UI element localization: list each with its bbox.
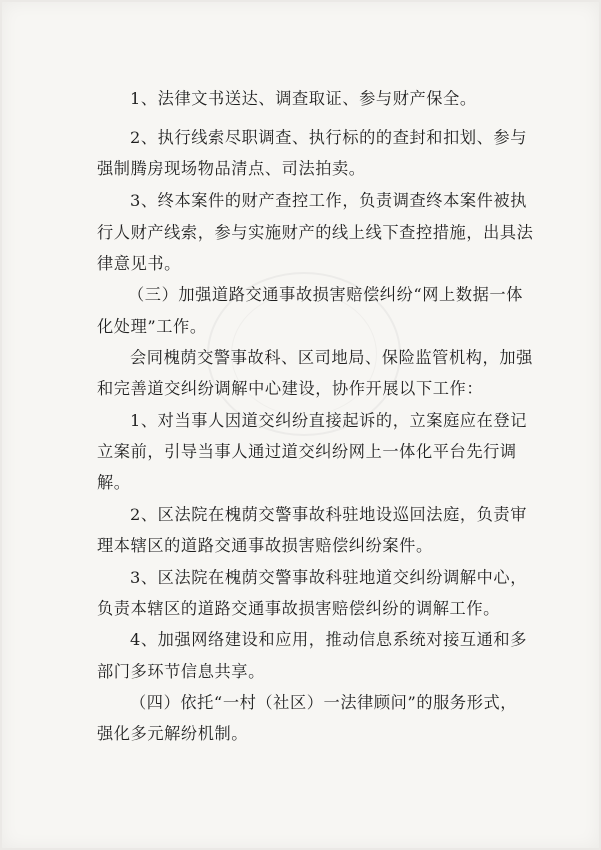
- paragraph-line: 1、法律文书送达、调查取证、参与财产保全。: [130, 89, 477, 108]
- paragraph-line: 解。: [97, 473, 131, 492]
- paragraph-line: 4、加强网络建设和应用，推动信息系统对接互通和多: [130, 630, 528, 649]
- paragraph-line: 和完善道交纠纷调解中心建设，协作开展以下工作：: [97, 379, 484, 398]
- paragraph-line: 1、对当事人因道交纠纷直接起诉的，立案庭应在登记: [130, 411, 528, 430]
- paragraph-line: 律意见书。: [97, 254, 181, 273]
- paragraph-line: 立案前，引导当事人通过道交纠纷网上一体化平台先行调: [97, 442, 517, 461]
- paragraph-line: 会同槐荫交警事故科、区司地局、保险监管机构，加强: [130, 348, 533, 367]
- section-heading-line: （四）依托“一村（社区）一法律顾问”的服务形式，: [130, 693, 518, 712]
- section-heading-line: 化处理”工作。: [97, 317, 207, 336]
- section-heading-line: （三）加强道路交通事故损害赔偿纠纷“网上数据一体: [128, 285, 523, 304]
- paragraph-line: 3、终本案件的财产查控工作，负责调查终本案件被执: [130, 191, 528, 210]
- document-page: [2, 2, 599, 848]
- paragraph-line: 2、区法院在槐荫交警事故科驻地设巡回法庭，负责审: [130, 505, 528, 524]
- paragraph-line: 3、区法院在槐荫交警事故科驻地道交纠纷调解中心，: [130, 568, 528, 587]
- paragraph-line: 行人财产线索，参与实施财产的线上线下查控措施，出具法: [97, 223, 534, 242]
- paragraph-line: 理本辖区的道路交通事故损害赔偿纠纷案件。: [97, 536, 433, 555]
- paragraph-line: 负责本辖区的道路交通事故损害赔偿纠纷的调解工作。: [97, 599, 500, 618]
- paragraph-line: 强制腾房现场物品清点、司法拍卖。: [97, 159, 366, 178]
- paragraph-line: 部门多环节信息共享。: [97, 662, 265, 681]
- section-heading-line: 强化多元解纷机制。: [97, 724, 249, 743]
- paragraph-line: 2、执行线索尽职调查、执行标的的查封和扣划、参与: [130, 128, 528, 147]
